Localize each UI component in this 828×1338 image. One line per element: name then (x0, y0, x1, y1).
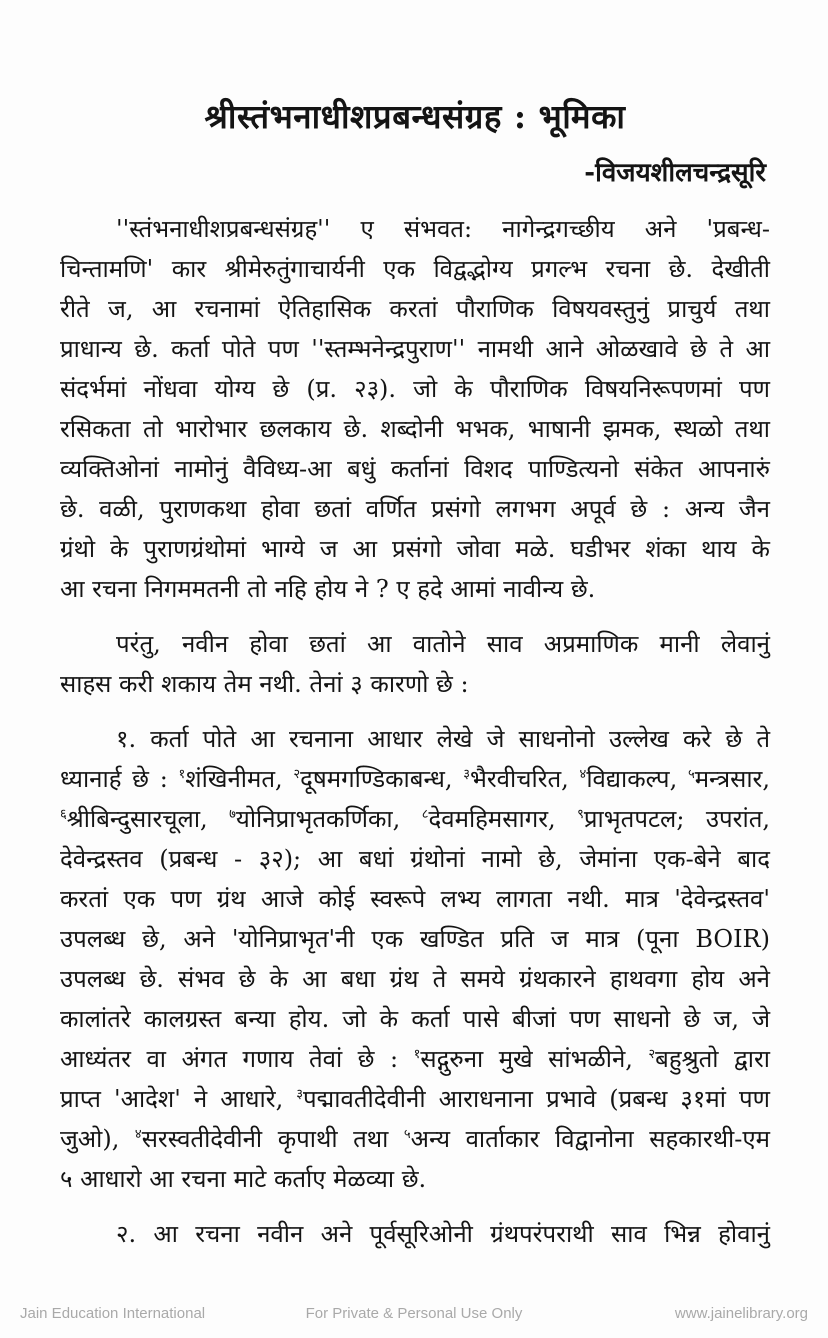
text-line: प्राप्त 'आदेश' ने आधारे, $^३$पद्मावतीदेवीनी आराधनाना प्रभावे (प्रबन्ध ३१मां पण (60, 1085, 770, 1114)
text-line: देवेन्द्रस्तव (प्रबन्ध - ३२); आ बधां ग्रंथोनां नामो छे, जेमांना एक-बेने बाद (60, 845, 770, 874)
paragraph (60, 719, 770, 1199)
footer-center: For Private & Personal Use Only (305, 1305, 523, 1322)
text-line: रसिकता तो भारोभार छलकाय छे. शब्दोनी भभक, भाषानी झमक, स्थळो तथा (60, 415, 770, 444)
paragraph (60, 624, 770, 704)
paragraph (60, 209, 770, 609)
text-line: रीते ज, आ रचनामां ऐतिहासिक करतां पौराणिक विषयवस्तुनुं प्राचुर्य तथा (60, 295, 770, 324)
text-line: प्राधान्य छे. कर्ता पोते पण ''स्तम्भनेन्द्रपुराण'' नामथी आने ओळखावे छे ते आ (60, 335, 770, 364)
text-line: ५ आधारो आ रचना माटे कर्ताए मेळव्या छे. (60, 1165, 427, 1194)
text-line: ग्रंथो के पुराणग्रंथोमां भाग्ये ज आ प्रसंगो जोवा मळे. घडीभर शंका थाय के (60, 535, 770, 564)
text-line: व्यक्तिओनां नामोनुं वैविध्य-आ बधुं कर्तानां विशद पाण्डित्यनो संकेत आपनारुं (60, 455, 770, 484)
text-line: परंतु, नवीन होवा छतां आ वातोने साव अप्रमाणिक मानी लेवानुं (116, 630, 770, 659)
text-line: आध्यंतर वा अंगत गणाय तेवां छे : $^१$सद्गुरुना मुखे सांभळीने, $^२$बहुश्रुतो द्वारा (60, 1045, 771, 1074)
text-line: करतां एक पण ग्रंथ आजे कोई स्वरूपे लभ्य लागता नथी. मात्र 'देवेन्द्रस्तव' (60, 885, 770, 914)
author-name: -विजयशीलचन्द्रसूरि (584, 158, 766, 189)
text-line: उपलब्ध छे, अने 'योनिप्राभृत'नी एक खण्डित प्रति ज मात्र (पूना BOIR) (60, 925, 770, 954)
text-line: $^६$श्रीबिन्दुसारचूला, $^७$योनिप्राभृतकर्णिका, $^८$देवमहिमसागर, $^९$प्राभृतपटल; उपरांत, (60, 805, 771, 834)
body-text (60, 209, 770, 1254)
text-line: साहस करी शकाय तेम नथी. तेनां ३ कारणो छे : (60, 670, 469, 699)
text-line: ध्यानार्ह छे : $^१$शंखिनीमत, $^२$दूषमगण्डिकाबन्ध, $^३$भैरवीचरित, $^४$विद्याकल्प, $^५$मन्त्रसार, (60, 765, 770, 794)
text-line: आ रचना निगममतनी तो नहि होय ने ? ए हदे आमां नावीन्य छे. (60, 575, 596, 604)
text-line: चिन्तामणि' कार श्रीमेरुतुंगाचार्यनी एक विद्वद्भोग्य प्रगल्भ रचना छे. देखीती (60, 255, 770, 284)
text-line: जुओ), $^४$सरस्वतीदेवीनी कृपाथी तथा $^५$अन्य वार्ताकार विद्वानोना सहकारथी-एम (60, 1125, 770, 1154)
text-line: २. आ रचना नवीन अने पूर्वसूरिओनी ग्रंथपरंपराथी साव भिन्न होवानुं (116, 1220, 770, 1249)
footer (0, 1305, 828, 1322)
text-line: संदर्भमां नोंधवा योग्य छे (प्र. २३). जो के पौराणिक विषयनिरूपणमां पण (60, 375, 770, 404)
page-content (60, 96, 770, 1269)
paragraph (60, 1214, 770, 1254)
text-line: छे. वळी, पुराणकथा होवा छतां वर्णित प्रसंगो लगभग अपूर्व छे : अन्य जैन (60, 495, 770, 524)
text-line: कालांतरे कालग्रस्त बन्या होय. जो के कर्ता पासे बीजां पण साधनो छे ज, जे (60, 1005, 770, 1034)
footer-left: Jain Education International (20, 1305, 206, 1322)
text-line: उपलब्ध छे. संभव छे के आ बधा ग्रंथ ते समये ग्रंथकारने हाथवगा होय अने (60, 965, 770, 994)
text-line: १. कर्ता पोते आ रचनाना आधार लेखे जे साधनोनो उल्लेख करे छे ते (116, 725, 770, 754)
text-line: ''स्तंभनाधीशप्रबन्धसंग्रह'' ए संभवत: नागेन्द्रगच्छीय अने 'प्रबन्ध- (116, 215, 770, 244)
page-title: श्रीस्तंभनाधीशप्रबन्धसंग्रह : भूमिका (204, 97, 626, 136)
footer-right: www.jainelibrary.org (674, 1305, 809, 1322)
